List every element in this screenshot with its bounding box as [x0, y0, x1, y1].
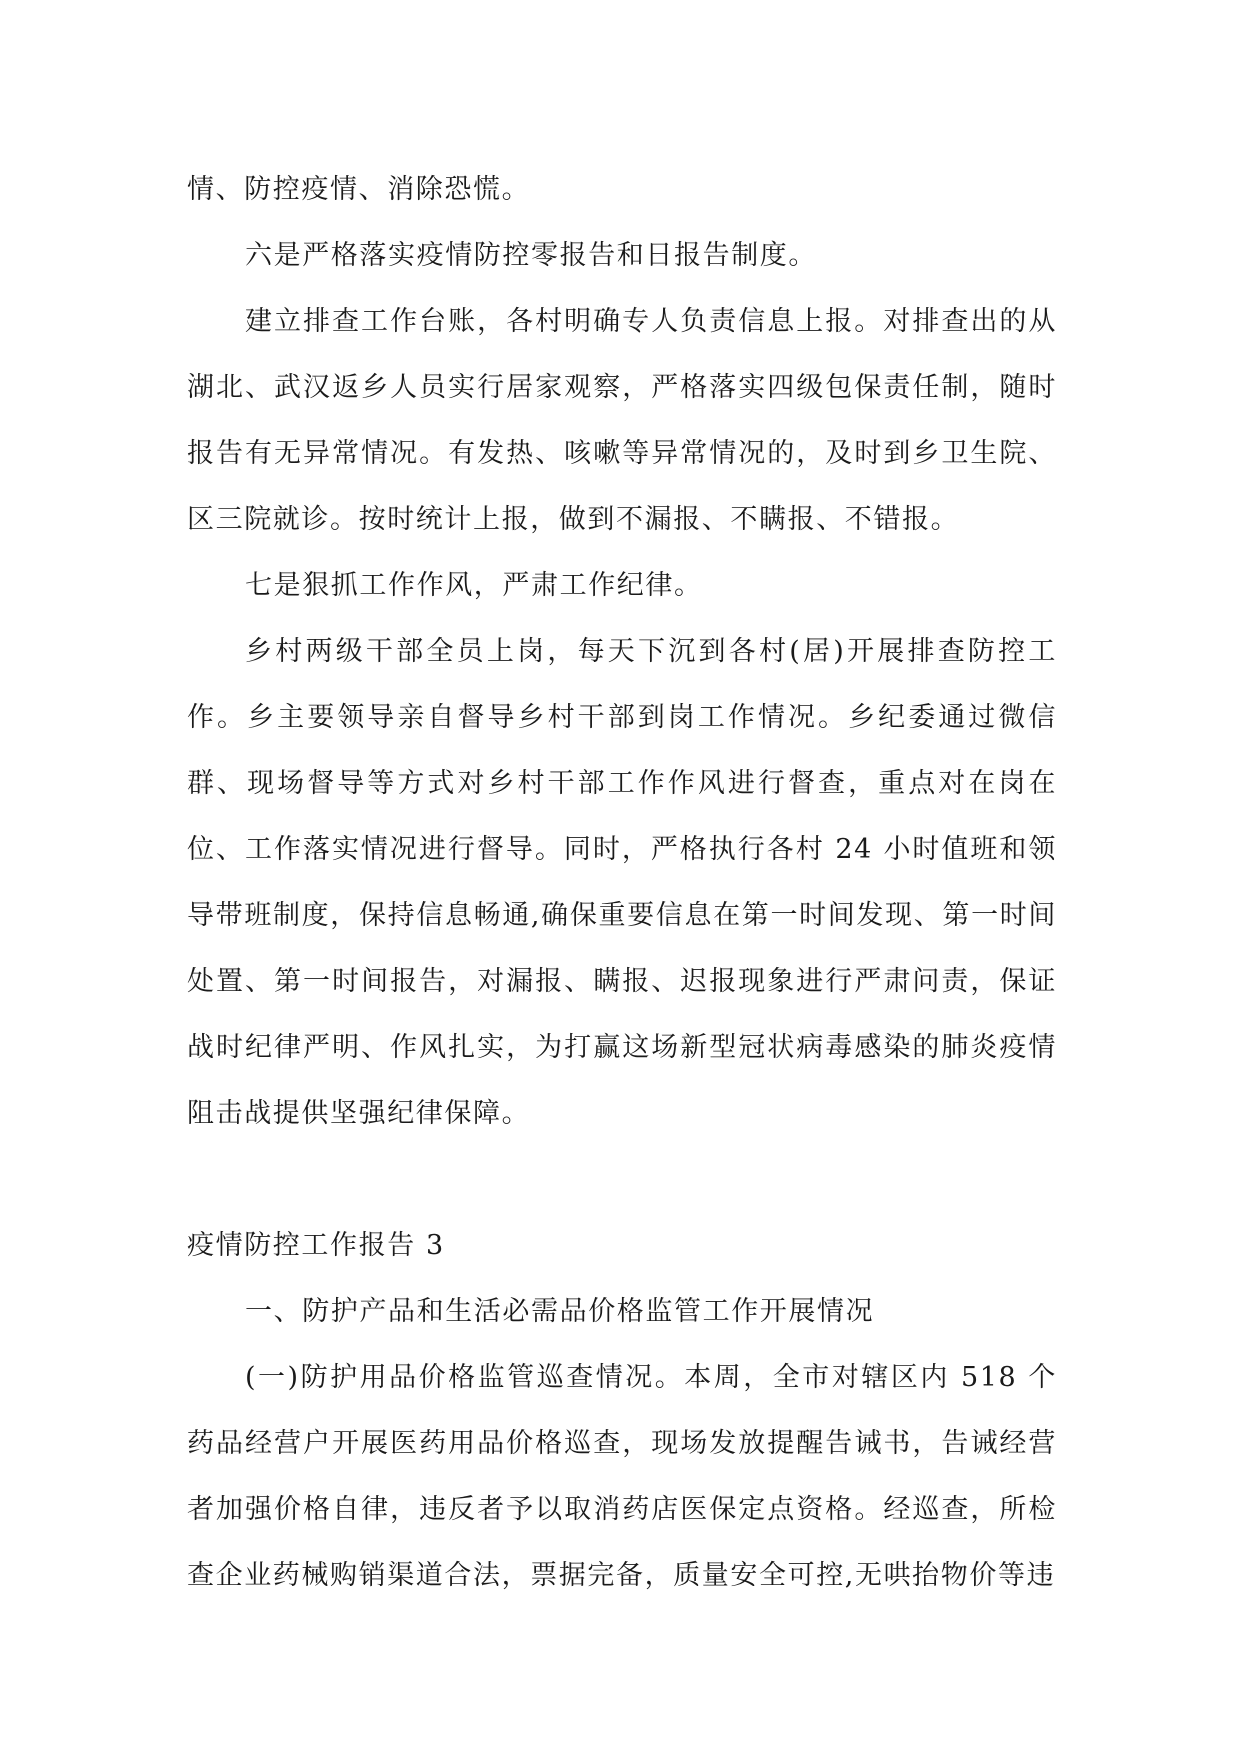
paragraph-price-inspection: (一)防护用品价格监管巡查情况。本周，全市对辖区内 518 个药品经营户开展医药用品价格巡查，现场发放提醒告诫书，告诫经营者加强价格自律，违反者予以取消药店医保定点资格。经巡查，所检查企业药械购销渠道合法，票据完备，质量安全可控,无哄抬物价等违: [187, 1362, 1057, 1591]
section-heading: 一、防护产品和生活必需品价格监管工作开展情况: [245, 1296, 875, 1327]
document-body: [187, 157, 1057, 1609]
report-title: 疫情防控工作报告 3: [187, 1230, 445, 1261]
paragraph-cadres: 乡村两级干部全员上岗，每天下沉到各村(居)开展排查防控工作。乡主要领导亲自督导乡村干部到岗工作情况。乡纪委通过微信群、现场督导等方式对乡村干部工作作风进行督查，重点对在岗在位、工作落实情况进行督导。同时，严格执行各村 24 小时值班和领导带班制度，保持信息畅通,确保重要信息在第一时间发现、第一时间处置、第一时间报告，对漏报、瞒报、迟报现象进行严肃问责，保证战时纪律严明、作风扎实，为打赢这场新型冠状病毒感染的肺炎疫情阻击战提供坚强纪律保障。: [187, 636, 1057, 1129]
paragraph-item-seven-heading: 七是狠抓工作作风，严肃工作纪律。: [245, 570, 703, 601]
paragraph-continuation: 情、防控疫情、消除恐慌。: [187, 174, 531, 205]
paragraph-ledger: 建立排查工作台账，各村明确专人负责信息上报。对排查出的从湖北、武汉返乡人员实行居家观察，严格落实四级包保责任制，随时报告有无异常情况。有发热、咳嗽等异常情况的，及时到乡卫生院、区三院就诊。按时统计上报，做到不漏报、不瞒报、不错报。: [187, 306, 1057, 535]
paragraph-item-six-heading: 六是严格落实疫情防控零报告和日报告制度。: [245, 240, 817, 271]
